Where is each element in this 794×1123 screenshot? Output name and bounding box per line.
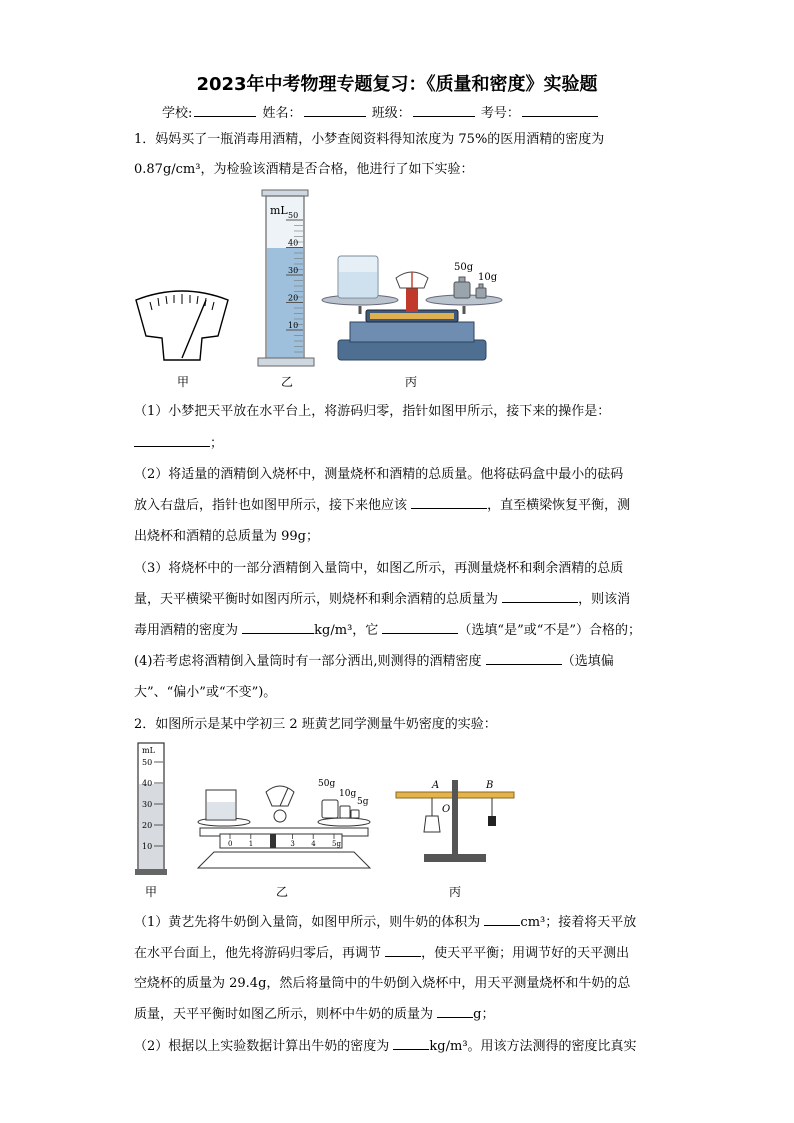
q1-p1-line-1: （1）小梦把天平放在水平台上，将游码归零，指针如图甲所示，接下来的操作是： xyxy=(134,404,611,419)
q1-p2-line-2 xyxy=(134,496,630,515)
q1-p3-text-e: （选填“是”或“不是”）合格的； xyxy=(458,623,642,638)
q1-p2-line-3: 出烧杯和酒精的总质量为 99g； xyxy=(134,529,319,544)
q1-p3-blank-mass[interactable] xyxy=(502,590,578,603)
q2-scale-tick-label: 4 xyxy=(311,840,316,848)
q2-scale-tick-label: 3 xyxy=(290,840,295,848)
q2-fig-balance xyxy=(194,776,372,870)
q2-p1-line-4 xyxy=(134,1005,494,1024)
q1-p2-blank[interactable] xyxy=(411,496,487,509)
q2-p1-text-b: cm³；接着将天平放 xyxy=(520,915,637,930)
q2-scale-tick-label: 5g xyxy=(332,840,341,848)
q1-fig-label-c: 丙 xyxy=(405,375,418,389)
lever-label-a: A xyxy=(432,780,440,791)
q2-cyl-tick-label: 50 xyxy=(142,758,153,767)
q2-p1-blank-mass[interactable] xyxy=(437,1005,473,1018)
q1-cyl-tick-label: 50 xyxy=(288,211,299,220)
q1-p3-text-d: kg/m³，它 xyxy=(314,623,379,638)
q2-p1-blank-volume[interactable] xyxy=(484,913,520,926)
name-label: 姓名： xyxy=(262,106,302,121)
q1-cyl-tick-label: 30 xyxy=(288,266,299,275)
q1-p4-line-1 xyxy=(134,652,614,671)
q2-scale-tick-label: 0 xyxy=(228,840,233,848)
q1-p3-text-b: ，则该消 xyxy=(578,592,631,607)
q2-fig-label-a: 甲 xyxy=(145,885,158,899)
q2-p1-line-2 xyxy=(134,944,629,963)
q1-cyl-tick-label: 10 xyxy=(288,321,299,330)
q1-p3-line-1: （3）将烧杯中的一部分酒精倒入量筒中，如图乙所示，再测量烧杯和剩余酒精的总质 xyxy=(134,561,624,576)
q2-weight-label-5: 5g xyxy=(357,797,369,807)
q2-p2-text-a: （2）根据以上实验数据计算出牛奶的密度为 xyxy=(134,1039,390,1054)
q2-fig-lever xyxy=(384,750,524,866)
q2-p1-text-a: （1）黄艺先将牛奶倒入量筒，如图甲所示，则牛奶的体积为 xyxy=(134,915,481,930)
q1-weight-label-10: 10g xyxy=(478,272,498,283)
rider-slider-icon xyxy=(270,834,276,848)
q1-p4-line-2: 大”、“偏小”或“不变”)。 xyxy=(134,685,277,700)
q2-fig-label-b: 乙 xyxy=(276,885,289,899)
name-blank[interactable] xyxy=(304,105,366,117)
q1-weight-label-50: 50g xyxy=(454,262,474,273)
q1-p1-line-2 xyxy=(134,434,223,453)
q2-fig-cylinder xyxy=(134,742,168,876)
q2-cyl-tick-label: 10 xyxy=(142,842,153,851)
q1-cyl-unit: mL xyxy=(270,204,288,217)
q2-p1-text-e: 质量，天平平衡时如图乙所示，则杯中牛奶的质量为 xyxy=(134,1007,434,1022)
q1-cyl-tick-label: 20 xyxy=(288,293,299,303)
q2-p2-line-1 xyxy=(134,1037,637,1056)
q2-p1-blank-adjust[interactable] xyxy=(385,944,421,957)
q2-p2-text-b: kg/m³。用该方法测得的密度比真实 xyxy=(429,1039,637,1054)
q2-p1-text-f: g； xyxy=(473,1007,495,1022)
student-info-line xyxy=(162,102,600,121)
q1-cyl-tick-label: 40 xyxy=(288,238,299,248)
q2-scale-tick-label: 1 xyxy=(248,840,254,848)
q1-fig-dial xyxy=(132,286,232,366)
q1-fig-label-a: 甲 xyxy=(177,375,190,389)
school-label: 学校: xyxy=(162,106,193,121)
q2-cyl-tick-label: 20 xyxy=(142,821,153,830)
q1-p1-suffix: ； xyxy=(210,436,224,451)
q2-weight-label-10: 10g xyxy=(339,789,357,799)
page-title: 2023年中考物理专题复习：《质量和密度》实验题 xyxy=(196,74,598,95)
q2-line-1: 2．如图所示是某中学初三 2 班黄艺同学测量牛奶密度的实验： xyxy=(134,717,497,732)
q2-cyl-tick-label: 40 xyxy=(142,779,153,788)
q2-p1-line-3: 空烧杯的质量为 29.4g，然后将量筒中的牛奶倒入烧杯中，用天平测量烧杯和牛奶的总 xyxy=(134,976,631,991)
q2-p1-text-d: ，使天平平衡；用调节好的天平测出 xyxy=(421,946,630,961)
q1-p3-blank-qualified[interactable] xyxy=(382,621,458,634)
q1-p2-line-1: （2）将适量的酒精倒入烧杯中，测量烧杯和酒精的总质量。他将砝码盒中最小的砝码 xyxy=(134,467,624,482)
q2-p2-blank-density[interactable] xyxy=(393,1037,429,1050)
number-blank[interactable] xyxy=(522,105,598,117)
lever-label-b: B xyxy=(486,780,494,791)
number-label: 考号： xyxy=(480,106,520,121)
q1-p4-text-a: (4)若考虑将酒精倒入量筒时有一部分洒出,则测得的酒精密度 xyxy=(134,654,482,669)
q2-p1-line-1 xyxy=(134,913,636,932)
q1-p4-text-b: （选填偏 xyxy=(561,654,614,669)
q1-line-2: 0.87g/cm³，为检验该酒精是否合格，他进行了如下实验： xyxy=(134,162,474,177)
q1-p1-blank[interactable] xyxy=(134,434,210,447)
q1-fig-label-b: 乙 xyxy=(281,375,294,389)
q1-p4-blank[interactable] xyxy=(486,652,562,665)
school-blank[interactable] xyxy=(194,105,256,117)
q1-p3-blank-density[interactable] xyxy=(242,621,314,634)
q1-fig-balance xyxy=(320,248,504,364)
q1-p3-text-c: 毒用酒精的密度为 xyxy=(134,623,239,638)
q2-cyl-tick-label: 30 xyxy=(142,800,153,809)
class-blank[interactable] xyxy=(413,105,475,117)
q2-cyl-unit: mL xyxy=(142,746,155,755)
lever-label-o: O xyxy=(442,804,451,815)
q2-fig-label-c: 丙 xyxy=(449,885,462,899)
q1-p2-text-b: ，直至横梁恢复平衡，测 xyxy=(487,498,631,513)
q1-fig-cylinder xyxy=(256,188,318,370)
q2-weight-label-50: 50g xyxy=(318,779,336,789)
q1-p3-line-2 xyxy=(134,590,630,609)
q1-line-1: 1．妈妈买了一瓶消毒用酒精，小梦查阅资料得知浓度为 75%的医用酒精的密度为 xyxy=(134,132,605,147)
q1-p2-text-a: 放入右盘后，指针也如图甲所示，接下来他应该 xyxy=(134,498,408,513)
class-label: 班级： xyxy=(371,106,411,121)
q2-p1-text-c: 在水平台面上，他先将游码归零后，再调节 xyxy=(134,946,382,961)
q1-p3-line-3 xyxy=(134,621,641,640)
q1-p3-text-a: 量，天平横梁平衡时如图丙所示，则烧杯和剩余酒精的总质量为 xyxy=(134,592,499,607)
